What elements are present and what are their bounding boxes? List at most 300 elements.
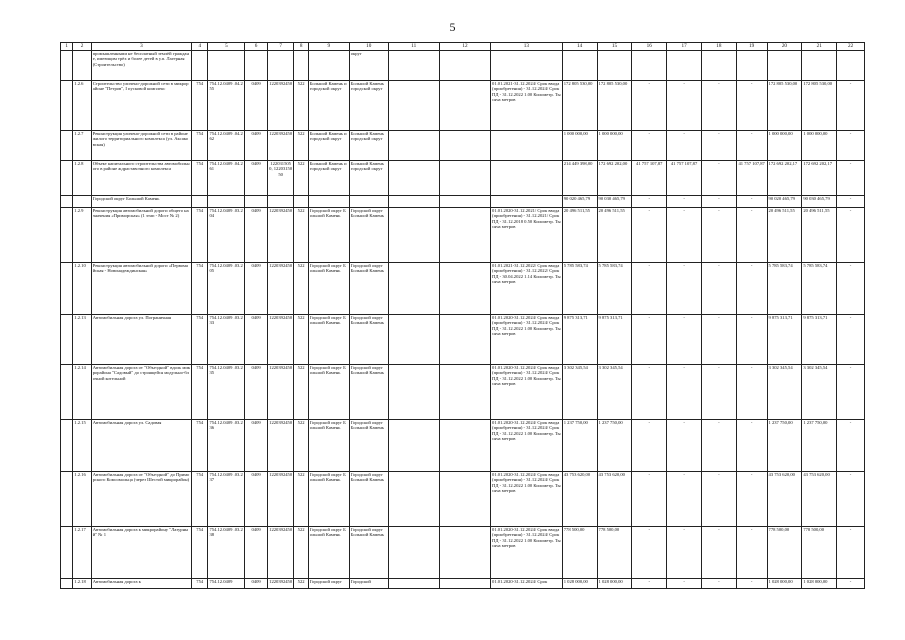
table-cell: 754.12.0409 .04.255 xyxy=(208,81,245,131)
table-cell xyxy=(388,131,439,161)
table-cell: 41 757 107,87 xyxy=(736,161,767,196)
data-table xyxy=(60,42,865,589)
table-cell xyxy=(767,51,802,81)
table-cell: - xyxy=(736,263,767,315)
table-cell: 90 030 465,79 xyxy=(597,196,632,208)
table-cell: 778 500,00 xyxy=(562,527,597,579)
table-cell xyxy=(61,208,73,263)
table-cell xyxy=(491,131,563,161)
table-cell: - xyxy=(667,131,702,161)
table-cell: - xyxy=(701,131,736,161)
table-cell xyxy=(388,365,439,420)
table-cell xyxy=(61,161,73,196)
table-cell xyxy=(61,81,73,131)
table-cell: 172 805 530,00 xyxy=(802,81,837,131)
table-row xyxy=(61,51,865,81)
table-cell: 1 000 000,00 xyxy=(802,131,837,161)
table-cell: 1220392450 xyxy=(267,315,294,365)
table-cell: 20 496 511,55 xyxy=(767,208,802,263)
table-cell: 172 692 202,17 xyxy=(767,161,802,196)
header-row xyxy=(61,43,865,51)
header-cell: 1 xyxy=(61,43,73,51)
table-cell xyxy=(439,420,490,472)
table-cell: 9 875 313,71 xyxy=(597,315,632,365)
table-cell: 20 496 511,55 xyxy=(562,208,597,263)
table-cell: 754 xyxy=(192,81,208,131)
header-cell: 18 xyxy=(701,43,736,51)
table-cell: - xyxy=(837,579,865,589)
table-cell: 754 xyxy=(192,365,208,420)
table-cell xyxy=(388,81,439,131)
header-cell: 8 xyxy=(294,43,308,51)
table-cell: 754 xyxy=(192,263,208,315)
table-cell xyxy=(388,579,439,589)
table-cell: 5 785 583,74 xyxy=(562,263,597,315)
table-cell: Городской округ xyxy=(308,579,349,589)
header-cell: 22 xyxy=(837,43,865,51)
table-cell: 754.12.0409 .04.262 xyxy=(208,131,245,161)
table-cell: 1.2.17 xyxy=(73,527,91,579)
table-cell xyxy=(439,131,490,161)
table-cell xyxy=(439,527,490,579)
table-cell xyxy=(267,51,294,81)
table-cell: 214 449 398,00 xyxy=(562,161,597,196)
table-cell: 1.2.18 xyxy=(73,579,91,589)
table-cell: - xyxy=(837,472,865,527)
table-cell: - xyxy=(667,81,702,131)
table-cell: округ xyxy=(349,51,388,81)
table-cell: 5 785 583,74 xyxy=(597,263,632,315)
table-cell: 43 753 620,00 xyxy=(562,472,597,527)
table-cell: 754.12.0409 .03.237 xyxy=(208,472,245,527)
table-cell xyxy=(388,208,439,263)
table-row xyxy=(61,579,865,589)
table-cell: 754.12.0409 .03.204 xyxy=(208,208,245,263)
table-cell: 1.2.13 xyxy=(73,315,91,365)
table-cell xyxy=(439,315,490,365)
table-cell: 754.12.0409 .03.235 xyxy=(208,365,245,420)
table-cell: Городской округ Большой Камень xyxy=(349,527,388,579)
table-cell: Автомобильная дорога от "Объездной" вдоль микрорайона "Садовый" до строящейся модульно-блочной котельной xyxy=(91,365,191,420)
table-cell xyxy=(388,196,439,208)
table-cell: - xyxy=(701,208,736,263)
table-cell: - xyxy=(837,196,865,208)
table-cell: Городской округ Большой Камень xyxy=(308,365,349,420)
table-cell: 1 000 000,00 xyxy=(767,131,802,161)
table-cell: Большой Камень и городской округ xyxy=(308,81,349,131)
table-cell: 1220392450 xyxy=(267,420,294,472)
table-cell xyxy=(245,51,268,81)
table-cell: - xyxy=(736,208,767,263)
table-cell: Городской округ Большой Камень xyxy=(349,420,388,472)
table-row xyxy=(61,365,865,420)
table-cell xyxy=(491,196,563,208)
table-cell: 0409 xyxy=(245,131,268,161)
table-cell: 20 496 511,55 xyxy=(597,208,632,263)
table-cell: 1220392450 xyxy=(267,263,294,315)
table-cell: - xyxy=(736,81,767,131)
table-cell xyxy=(308,51,349,81)
table-cell: Городской округ Большой Камень xyxy=(308,315,349,365)
table-cell: 01.01.2020-31.12.2024/ Срок ввода (приобретения) - 31.12.2024/ Срок ПД - 31.12.2022 1.00 Километр. Тысяча метров xyxy=(491,472,563,527)
table-cell: - xyxy=(701,161,736,196)
table-cell: - xyxy=(632,208,667,263)
table-row xyxy=(61,161,865,196)
table-cell xyxy=(61,196,73,208)
table-row xyxy=(61,208,865,263)
table-cell: 522 xyxy=(294,472,308,527)
table-cell: 522 xyxy=(294,81,308,131)
table-cell: - xyxy=(736,196,767,208)
table-cell: Городской округ Большой Камень xyxy=(308,263,349,315)
table-cell: - xyxy=(837,420,865,472)
table-cell: Большой Камень городской округ xyxy=(349,81,388,131)
table-cell: 3 302 345,54 xyxy=(597,365,632,420)
table-cell xyxy=(439,161,490,196)
table-row xyxy=(61,263,865,315)
table-row xyxy=(61,131,865,161)
table-cell: - xyxy=(632,315,667,365)
table-cell xyxy=(439,196,490,208)
table-cell: 0409 xyxy=(245,527,268,579)
table-cell xyxy=(736,51,767,81)
table-cell: Автомобильная дорога к микрорайону "Лазурный" № 1 xyxy=(91,527,191,579)
table-cell: 172 805 530,00 xyxy=(767,81,802,131)
table-cell: 754.12.0409 .04.261 xyxy=(208,161,245,196)
table-cell xyxy=(491,51,563,81)
table-cell: 1 028 000,00 xyxy=(767,579,802,589)
table-cell: - xyxy=(667,527,702,579)
table-cell: Реконструкция автомобильной дороги общего назначения «Приморская» (1 этап - Мост № 2) xyxy=(91,208,191,263)
table-cell: 3 302 345,54 xyxy=(562,365,597,420)
table-cell xyxy=(388,527,439,579)
table-cell xyxy=(192,51,208,81)
table-cell: 0409 xyxy=(245,81,268,131)
table-cell: 522 xyxy=(294,315,308,365)
table-cell: 20 496 511,55 xyxy=(802,208,837,263)
table-cell: 522 xyxy=(294,420,308,472)
table-cell: 3 302 345,54 xyxy=(802,365,837,420)
table-cell: Городской округ Большой Камень xyxy=(308,420,349,472)
table-cell: - xyxy=(701,527,736,579)
table-cell: Городской округ Большой Камень xyxy=(308,527,349,579)
table-cell xyxy=(208,51,245,81)
table-cell: 0409 xyxy=(245,420,268,472)
table-cell: - xyxy=(701,315,736,365)
table-cell: 1 237 750,00 xyxy=(562,420,597,472)
header-cell: 15 xyxy=(597,43,632,51)
table-cell: 1.2.8 xyxy=(73,161,91,196)
table-cell: - xyxy=(632,420,667,472)
table-cell: промышленными не бесплатный землёй граждане, имеющим трёх и более детей в у.п. Лагерная (Строительство) xyxy=(91,51,191,81)
table-cell: - xyxy=(667,315,702,365)
table-cell xyxy=(61,263,73,315)
table-cell: 01.01.2020-31.12.2024/ Срок ввода (приобретения) - 31.12.2024/ Срок ПД - 31.12.2022 1.00 Километр. Тысяча метров xyxy=(491,527,563,579)
table-cell: 90 020 465,79 xyxy=(767,196,802,208)
table-cell: 5 785 583,74 xyxy=(767,263,802,315)
table-cell xyxy=(61,365,73,420)
table-cell: Городской округ Большой Камень xyxy=(349,472,388,527)
header-cell: 16 xyxy=(632,43,667,51)
table-cell xyxy=(388,472,439,527)
header-cell: 21 xyxy=(802,43,837,51)
table-cell: Городской округ Большой Камень xyxy=(349,208,388,263)
header-cell: 6 xyxy=(245,43,268,51)
table-cell: 0409 xyxy=(245,315,268,365)
table-cell: 90 020 465,79 xyxy=(562,196,597,208)
table-cell xyxy=(61,51,73,81)
table-cell xyxy=(73,51,91,81)
table-cell xyxy=(632,51,667,81)
table-cell: 9 875 313,71 xyxy=(562,315,597,365)
table-cell: 1220392450 xyxy=(267,208,294,263)
header-cell: 11 xyxy=(388,43,439,51)
table-cell: - xyxy=(736,365,767,420)
table-cell: - xyxy=(632,131,667,161)
table-cell: 778 500,00 xyxy=(597,527,632,579)
table-cell: 1.2.15 xyxy=(73,420,91,472)
table-cell: - xyxy=(736,131,767,161)
table-row xyxy=(61,527,865,579)
header-cell: 10 xyxy=(349,43,388,51)
table-cell: 43 753 620,00 xyxy=(802,472,837,527)
table-cell: - xyxy=(667,263,702,315)
table-cell: 522 xyxy=(294,208,308,263)
table-cell: 754.12.0409 xyxy=(208,579,245,589)
table-cell: 172 692 202,00 xyxy=(597,161,632,196)
table-cell: Большой Камень городской округ xyxy=(349,131,388,161)
table-cell xyxy=(439,472,490,527)
table-cell xyxy=(192,196,208,208)
table-cell: Автомобильная дорога от "Объездной" до Приморского Комсомольца (через Шестой микрорайон) xyxy=(91,472,191,527)
table-cell: 5 785 583,74 xyxy=(802,263,837,315)
table-cell xyxy=(439,81,490,131)
table-cell: 754 xyxy=(192,579,208,589)
table-cell xyxy=(439,365,490,420)
table-cell xyxy=(491,161,563,196)
table-cell: - xyxy=(632,472,667,527)
table-cell: 1220392450 xyxy=(267,472,294,527)
table-cell xyxy=(388,161,439,196)
table-cell: - xyxy=(837,208,865,263)
table-cell: Городской округ Большой Камень xyxy=(308,208,349,263)
table-cell: - xyxy=(701,263,736,315)
header-cell: 3 xyxy=(91,43,191,51)
table-cell xyxy=(61,579,73,589)
table-cell: 172 805 530,00 xyxy=(597,81,632,131)
table-cell: 01.01.2020-31.12.2024/ Срок ввода (приобретения) - 31.12.2024/ Срок ПД - 31.12.2022 1.00 Километр. Тысяча метров xyxy=(491,420,563,472)
table-cell: 1 000 000,00 xyxy=(562,131,597,161)
table-cell: 522 xyxy=(294,527,308,579)
table-cell: - xyxy=(837,161,865,196)
table-cell: - xyxy=(667,420,702,472)
table-cell: 01.01.2020-31.12.2021/ Срок ввода (приобретения) - 31.12.2021/ Срок ПД - 31.12.2018 0.50 Километр. Тысяча метров xyxy=(491,208,563,263)
table-cell: Городской округ Большой Камень xyxy=(349,315,388,365)
table-cell: 9 875 313,71 xyxy=(802,315,837,365)
table-cell: Строительство уличено-дорожной сети в микрорайоне "Петров", I пусковой комплекс xyxy=(91,81,191,131)
table-cell: 0409 xyxy=(245,208,268,263)
table-cell: Большой Камень и городской округ xyxy=(308,161,349,196)
table-cell: 1 028 000,00 xyxy=(562,579,597,589)
header-cell: 9 xyxy=(308,43,349,51)
table-cell: 01.01.2020-31.12.2024/ Срок xyxy=(491,579,563,589)
table-cell: - xyxy=(667,579,702,589)
header-cell: 20 xyxy=(767,43,802,51)
table-cell: Большой Камень и городской округ xyxy=(308,131,349,161)
table-cell: Городской округ Большой Камень xyxy=(308,472,349,527)
table-cell: 778 500,00 xyxy=(802,527,837,579)
table-cell: - xyxy=(837,527,865,579)
table-cell xyxy=(439,579,490,589)
table-cell: - xyxy=(632,263,667,315)
table-cell: - xyxy=(701,420,736,472)
table-cell: 522 xyxy=(294,161,308,196)
table-cell: 522 xyxy=(294,263,308,315)
table-cell: 0409 xyxy=(245,365,268,420)
table-cell: Городской округ Большой Камень xyxy=(91,196,191,208)
table-cell: 1.2.9 xyxy=(73,208,91,263)
table-cell: 172 692 202,17 xyxy=(802,161,837,196)
table-cell xyxy=(388,51,439,81)
table-cell xyxy=(294,196,308,208)
table-cell xyxy=(61,472,73,527)
table-cell: 1220315050, 1220315050 xyxy=(267,161,294,196)
table-cell xyxy=(294,51,308,81)
table-cell: 754 xyxy=(192,161,208,196)
table-cell: - xyxy=(837,263,865,315)
table-cell: - xyxy=(632,196,667,208)
table-cell: 754 xyxy=(192,527,208,579)
table-cell: Городской округ Большой Камень xyxy=(349,365,388,420)
table-cell xyxy=(349,196,388,208)
table-cell: - xyxy=(667,208,702,263)
table-cell: 3 302 345,54 xyxy=(767,365,802,420)
table-cell: 1 028 000,00 xyxy=(802,579,837,589)
table-cell xyxy=(61,420,73,472)
table-cell: 754 xyxy=(192,472,208,527)
table-cell: 1.2.6 xyxy=(73,81,91,131)
table-cell: - xyxy=(632,579,667,589)
table-cell: 754.12.0409 .03.236 xyxy=(208,420,245,472)
table-cell xyxy=(208,196,245,208)
table-cell: - xyxy=(701,579,736,589)
table-cell: - xyxy=(736,527,767,579)
table-cell: 1 237 750,00 xyxy=(767,420,802,472)
table-cell: 1.2.14 xyxy=(73,365,91,420)
table-cell: - xyxy=(736,315,767,365)
header-cell: 5 xyxy=(208,43,245,51)
table-cell: 0409 xyxy=(245,472,268,527)
table-cell: 0409 xyxy=(245,579,268,589)
table-row xyxy=(61,472,865,527)
table-cell: 0409 xyxy=(245,263,268,315)
table-cell: 1220392450 xyxy=(267,365,294,420)
table-cell: 41 757 107,87 xyxy=(667,161,702,196)
table-cell: - xyxy=(736,579,767,589)
table-cell xyxy=(267,196,294,208)
table-cell xyxy=(61,315,73,365)
table-cell: 754 xyxy=(192,131,208,161)
table-cell: - xyxy=(667,472,702,527)
table-cell: Объект капитального строительства автомобильного в районе ждраставочного комплекса xyxy=(91,161,191,196)
table-cell: 754.12.0409 .03.205 xyxy=(208,263,245,315)
table-cell xyxy=(61,131,73,161)
table-cell: - xyxy=(837,131,865,161)
table-cell: - xyxy=(736,420,767,472)
table-cell: 9 875 313,71 xyxy=(767,315,802,365)
table-cell: 1 028 000,00 xyxy=(597,579,632,589)
header-cell: 13 xyxy=(491,43,563,51)
table-cell: - xyxy=(837,365,865,420)
table-cell: 01.01.2020-31.12.2024/ Срок ввода (приобретения) - 31.12.2024/ Срок ПД - 31.12.2022 1.00 Километр. Тысяча метров xyxy=(491,315,563,365)
header-cell: 17 xyxy=(667,43,702,51)
table-cell xyxy=(61,527,73,579)
table-cell: Автомобильная дорога ул. Садовая xyxy=(91,420,191,472)
table-cell: Автомобильная дорога ул. Пограничная xyxy=(91,315,191,365)
table-cell: - xyxy=(837,81,865,131)
table-cell: 1220392450 xyxy=(267,131,294,161)
table-cell: 43 753 620,00 xyxy=(767,472,802,527)
table-cell: 1 237 750,00 xyxy=(802,420,837,472)
table-cell: - xyxy=(736,472,767,527)
table-cell: 01.01.2021-31.12.2024/ Срок ввода (приобретения) - 31.12.2024/ Срок ПД - 31.12.2022 1.00 Километр. Тысяча метров xyxy=(491,81,563,131)
header-cell: 2 xyxy=(73,43,91,51)
table-cell: 1 000 000,00 xyxy=(597,131,632,161)
table-cell: 1.2.16 xyxy=(73,472,91,527)
table-cell: - xyxy=(667,365,702,420)
table-cell: 90 030 465,79 xyxy=(802,196,837,208)
table-cell: Городской округ Большой Камень xyxy=(349,263,388,315)
table-cell: 0409 xyxy=(245,161,268,196)
table-row xyxy=(61,420,865,472)
table-cell: Городской xyxy=(349,579,388,589)
table-cell: 43 753 620,00 xyxy=(597,472,632,527)
table-cell: Реконструкция автомобильной дороги «Первомайская - Новонадеждинская» xyxy=(91,263,191,315)
table-cell xyxy=(701,51,736,81)
table-cell: - xyxy=(667,196,702,208)
table-cell: 172 805 530,00 xyxy=(562,81,597,131)
table-cell xyxy=(667,51,702,81)
page-number: 5 xyxy=(449,20,456,34)
table-cell: 522 xyxy=(294,131,308,161)
table-cell xyxy=(388,420,439,472)
header-cell: 4 xyxy=(192,43,208,51)
table-cell: Автомобильная дорога к xyxy=(91,579,191,589)
header-cell: 7 xyxy=(267,43,294,51)
table-cell: 522 xyxy=(294,365,308,420)
table-cell: Реконструкция уличено-дорожной сети в районе жилого территориального комплекса (ул. Аксаковская) xyxy=(91,131,191,161)
table-cell: 754.12.0409 .03.238 xyxy=(208,527,245,579)
table-cell: 41 757 107,87 xyxy=(632,161,667,196)
table-cell xyxy=(245,196,268,208)
table-cell: 778 500,00 xyxy=(767,527,802,579)
table-cell xyxy=(388,263,439,315)
table-cell: - xyxy=(837,315,865,365)
table-cell: 01.01.2020-31.12.2024/ Срок ввода (приобретения) - 31.12.2024/ Срок ПД - 31.12.2022 1.00 Километр. Тысяча метров xyxy=(491,365,563,420)
table-cell: - xyxy=(701,365,736,420)
table-cell: 1220392450 xyxy=(267,81,294,131)
table-cell: 1220392450 xyxy=(267,527,294,579)
table-cell xyxy=(308,196,349,208)
table-cell: 1 237 750,00 xyxy=(597,420,632,472)
table-row xyxy=(61,81,865,131)
table-cell xyxy=(802,51,837,81)
table-cell: 1.2.10 xyxy=(73,263,91,315)
table-cell: - xyxy=(701,472,736,527)
table-cell xyxy=(439,208,490,263)
table-cell: 754 xyxy=(192,208,208,263)
table-cell: - xyxy=(701,81,736,131)
